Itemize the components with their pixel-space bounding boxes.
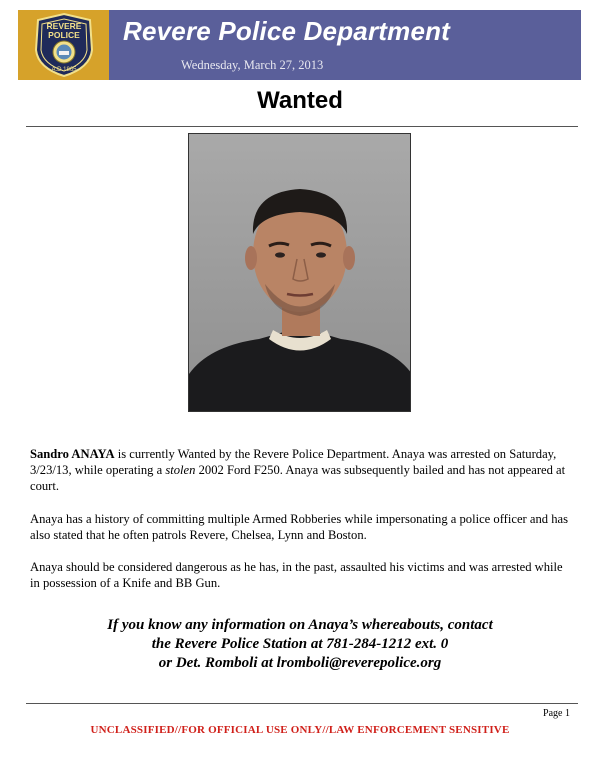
- department-title: Revere Police Department: [123, 16, 451, 46]
- suspect-name: Sandro ANAYA: [30, 447, 115, 461]
- badge-panel: [18, 10, 109, 80]
- paragraph-1: [30, 446, 575, 495]
- classification-banner: UNCLASSIFIED//FOR OFFICIAL USE ONLY//LAW ENFORCEMENT SENSITIVE: [90, 724, 510, 736]
- bottom-divider: [26, 703, 578, 704]
- badge-bottom-text: A.D.1865: [50, 67, 77, 73]
- police-badge-logo: [32, 12, 96, 78]
- paragraph-1-text-a: is currently Wanted by the Revere Police Department. Anaya was arrested on Saturday, 3/23/13, while operating a: [30, 447, 557, 478]
- contact-line-1: If you know any information on Anaya’s whereabouts, contact: [107, 617, 493, 633]
- paragraph-3: Anaya should be considered dangerous as he has, in the past, assaulted his victims and was arrested while in possession of a Knife and BB Gun.: [30, 560, 563, 591]
- paragraph-1-text-b: 2002 Ford F250. Anaya was subsequently bailed and has not appeared at court.: [30, 463, 566, 494]
- contact-line-2: the Revere Police Station at 781-284-1212 ext. 0: [151, 636, 449, 652]
- bulletin-date: Wednesday, March 27, 2013: [181, 58, 324, 72]
- badge-top-text: REVERE: [46, 21, 81, 31]
- wanted-heading: Wanted: [257, 87, 343, 114]
- header-banner: [18, 10, 581, 80]
- suspect-photo: [188, 133, 411, 412]
- paragraph-2: Anaya has a history of committing multiple Armed Robberies while impersonating a police officer and has also stated that he often patrols Revere, Chelsea, Lynn and Boston.: [30, 512, 569, 543]
- page-number: Page 1: [543, 708, 570, 719]
- suspect-portrait-image: [189, 134, 411, 412]
- badge-mid-text: POLICE: [47, 30, 80, 40]
- title-panel: [109, 10, 581, 80]
- top-divider: [26, 126, 578, 127]
- stolen-word: stolen: [165, 463, 196, 478]
- contact-block: [0, 616, 600, 673]
- contact-line-3: or Det. Romboli at lromboli@reverepolice.org: [158, 655, 442, 671]
